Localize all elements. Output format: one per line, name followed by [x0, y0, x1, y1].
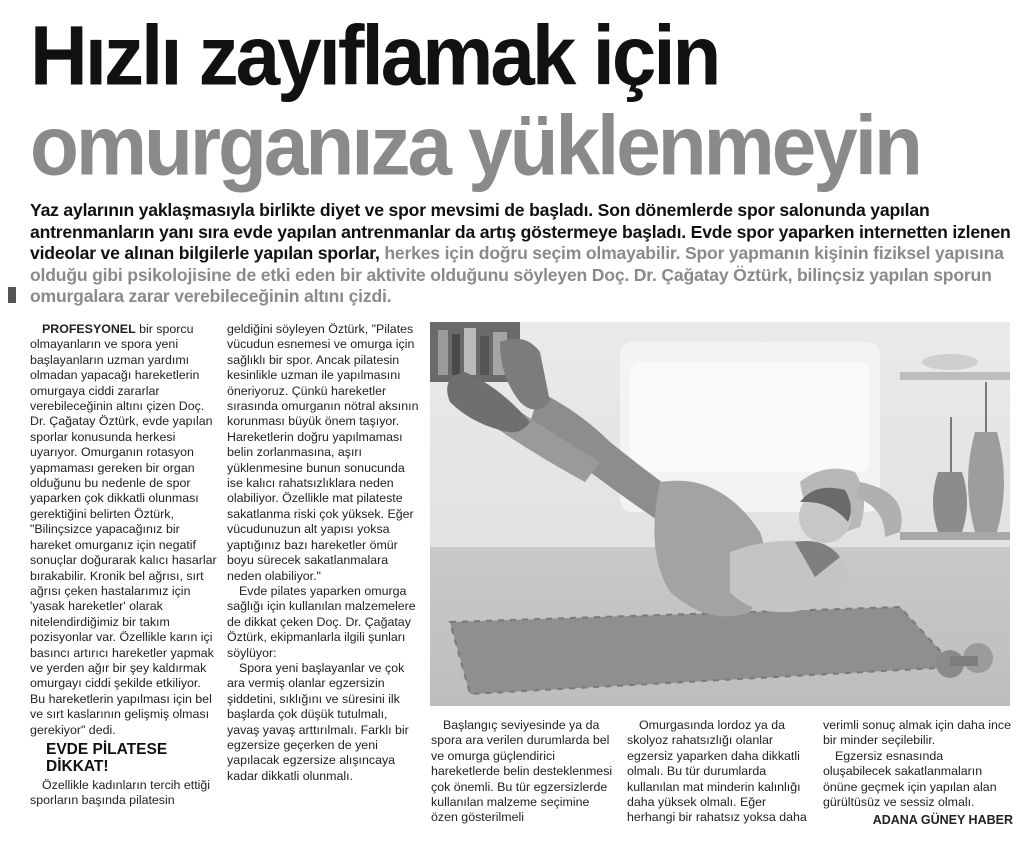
col2-paragraph-2: Evde pilates yaparken omurga sağlığı için kullanılan malzemelere de dikkat çeken Doç. Dr. Çağatay Öztürk, ekipmanlarla ilgili şunları söylüyor:	[227, 583, 416, 660]
headline-line-1: Hızlı zayıflamak için	[30, 9, 719, 103]
text-column-1	[30, 322, 217, 809]
col1-paragraph-2: Özellikle kadınların tercih ettiği sporların başında pilatesin	[30, 777, 211, 808]
headline-line-2: omurganıza yüklenmeyin	[30, 99, 920, 193]
text-column-2	[227, 322, 419, 784]
col4-paragraph-1: Omurgasında lordoz ya da skolyoz rahatsızlığı olanlar egzersiz yaparken daha dikkatli olmalı. Bu tür durumlarda kullanılan mat minderin kalınlığı daha yüksek olmalı. Eğer herhangi bir rahatsız yoksa daha	[627, 718, 807, 825]
text-column-4	[627, 718, 815, 826]
lead-marker	[8, 287, 16, 303]
exercise-illustration	[430, 322, 1010, 706]
article-photo	[430, 322, 1010, 706]
byline-signature: ADANA GÜNEY HABER	[872, 813, 1013, 828]
text-column-3	[431, 718, 619, 826]
col2-paragraph-3: Spora yeni başlayanlar ve çok ara vermiş olanlar egzersizin şiddetini, sıklığını ve süresini ilk başlarda çok düşük tutulmalı, yavaş yavaş arttırılmalı. Farklı bir egzersize geçerken de yeni yapılacak egzersize alışıncaya kadar dikkatli olunmalı.	[227, 660, 409, 783]
lead-paragraph	[30, 200, 1015, 308]
lead-text-gray: herkes için doğru seçim olmayabilir. Spor yapmanın kişinin fiziksel yapısına olduğu gibi psikolojisine de etki eden bir aktivite olduğunu söyleyen Doç. Dr. Çağatay Öztürk, bilinçsiz yapılan sporun omurgalara zarar verebileceğinin altını çizdi.	[30, 243, 1004, 306]
col5-paragraph-1: verimli sonuç almak için daha ince bir minder seçilebilir.	[823, 718, 1012, 748]
col3-paragraph-1: Başlangıç seviyesinde ya da spora ara verilen durumlarda bel ve omurga güçlendirici hareketlerde belin desteklenmesi çok önemli. Bu tür egzersizlerde kullanılan malzeme seçimine özen gösterilmeli	[431, 718, 613, 825]
col5-paragraph-2: Egzersiz esnasında oluşabilecek sakatlanmaların önüne geçmek için yapılan alan gürültüsüz ve sessiz olmalı.	[823, 748, 997, 810]
col2-paragraph-1: geldiğini söyleyen Öztürk, "Pilates vücudun esnemesi ve omurga için sağlıklı bir spor. Ancak pilatesin kesinlikle uzman ile yapılmasını öneriyoruz. Çünkü hareketler sırasında omurganın nötral aksının korunması büyük önem taşıyor. Hareketlerin doğru yapılmaması belin zorlanmasına, aşırı yüklenmesine bunun sonucunda ise kalıcı rahatsızlıklara neden olabiliyor. Özellikle mat pilateste sakatlanma riski çok yüksek. Eğer vücudunuzun alt yapısı yoksa yaptığınız bazı hareketler ömür boyu sürecek sakatlanmalara neden olabiliyor."	[227, 322, 419, 583]
col1-body: bir sporcu olmayanların ve spora yeni başlayanların uzman yardımı olmadan yapacağı hareketlerin omurgaya ciddi zararlar verebileceğinin altını çizen Doç. Dr. Çağatay Öztürk, evde yapılan sporlar konusunda herkesi uyarıyor. Omurganın rotasyon yapmaması gereken bir organ olduğunu bu nedenle de spor yaparken çok dikkatli olunması gerektiğini belirten Öztürk, "Bilinçsizce yapacağınız bir hareket omurganız için negatif sonuçlar doğurarak kalıcı hasarlar bırakabilir. Kronik bel ağrısı, sırt ağrısı çeken hastalarımız için 'yasak hareketler' olarak nitelendirdiğimiz bir takım pozisyonlar var. Özellikle karın içi basıncı artırıcı hareketler yapmak ve yerden ağır bir şey kaldırmak omurgayı ciddi şekilde etkiliyor. Bu hareketlerin yapılması için bel ve sırt kaslarının gelişmiş olması gerekiyor" dedi.	[30, 322, 217, 737]
col1-kicker: PROFESYONEL	[42, 322, 136, 336]
col1-paragraph-1	[30, 322, 217, 738]
text-column-5	[823, 718, 1013, 829]
lead-text-black: Yaz aylarının yaklaşmasıyla birlikte diyet ve spor mevsimi de başladı. Son dönemlerde spor salonunda yapılan antrenmanların yanı sıra evde yapılan antrenmanlar da artış göstermeye başladı. Evde spor yaparken internetten izlenen videolar ve alınan bilgilerle yapılan sporlar,	[30, 200, 1011, 263]
subheading-pilates: EVDE PİLATESE DİKKAT!	[46, 740, 168, 775]
